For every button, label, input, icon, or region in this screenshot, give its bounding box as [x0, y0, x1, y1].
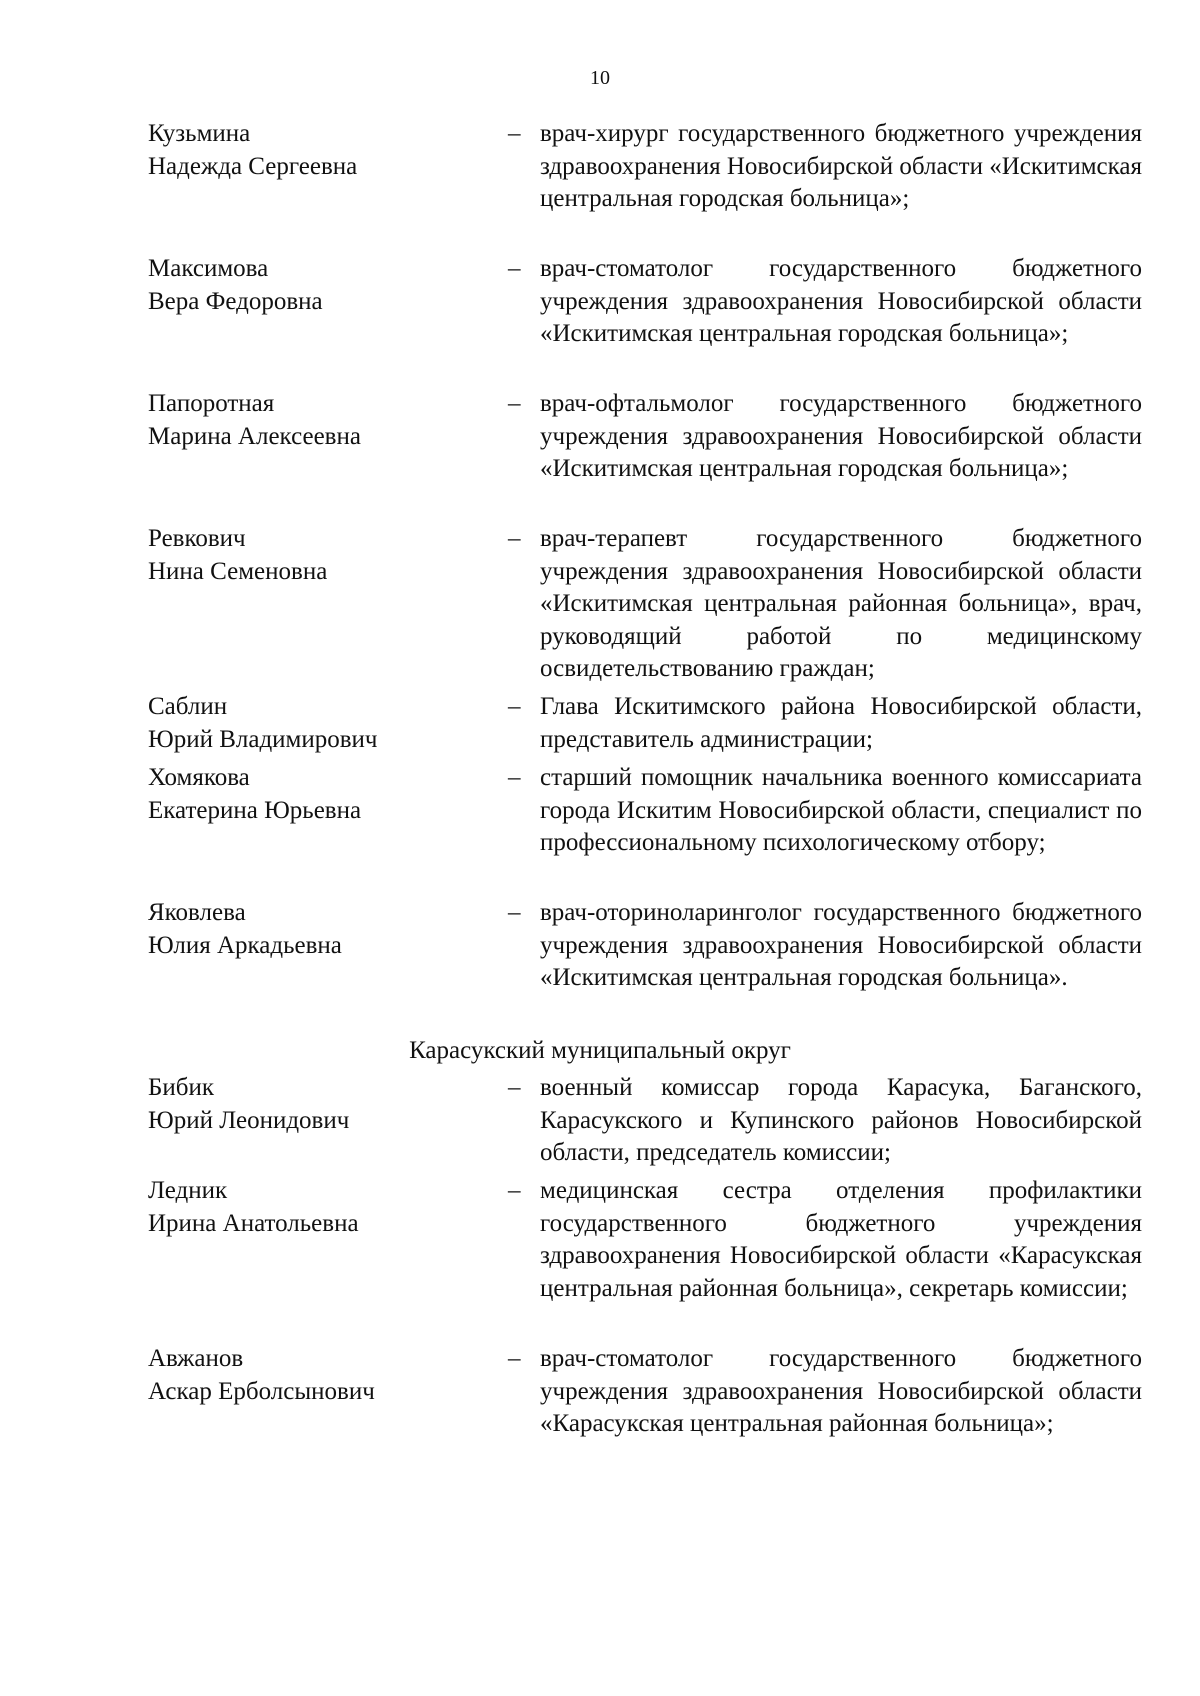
member-surname: Яковлева: [148, 899, 246, 926]
section-heading: Карасукский муниципальный округ: [409, 1037, 791, 1064]
member-name: [148, 388, 488, 453]
member-entry: [148, 118, 1142, 246]
member-role: медицинская сестра отделения профилактики государственного бюджетного учреждения здравоохранения Новосибирской области «Карасукская центральная районная больница», секретарь комиссии;: [540, 1177, 1142, 1302]
member-name: [148, 897, 488, 962]
member-role: врач-стоматолог государственного бюджетного учреждения здравоохранения Новосибирской области «Карасукская центральная районная больница»;: [540, 1345, 1142, 1437]
member-given-name: Юрий Владимирович: [148, 725, 378, 753]
member-entry: [148, 1343, 1142, 1471]
member-name: [148, 523, 488, 588]
member-name: [148, 1343, 488, 1408]
member-surname: Ревкович: [148, 525, 246, 552]
dash: –: [508, 764, 521, 791]
member-surname: Хомякова: [148, 764, 250, 791]
member-role: врач-оториноларинголог государственного бюджетного учреждения здравоохранения Новосибирской области «Искитимская центральная городская больница».: [540, 899, 1142, 991]
member-role: врач-хирург государственного бюджетного учреждения здравоохранения Новосибирской области «Искитимская центральная городская больница»;: [540, 120, 1142, 212]
member-name: [148, 762, 488, 827]
member-name: [148, 118, 488, 183]
member-entry: [148, 762, 1142, 890]
member-surname: Бибик: [148, 1074, 214, 1101]
member-role: старший помощник начальника военного комиссариата города Искитим Новосибирской области, специалист по профессиональному психологическому отбору;: [540, 764, 1142, 856]
dash: –: [508, 525, 521, 552]
dash: –: [508, 1345, 521, 1372]
member-surname: Саблин: [148, 693, 228, 720]
member-surname: Ледник: [148, 1177, 228, 1204]
member-name: [148, 253, 488, 318]
dash: –: [508, 255, 521, 282]
member-role: Глава Искитимского района Новосибирской области, представитель администрации;: [540, 693, 1142, 753]
dash: –: [508, 390, 521, 417]
member-surname: Кузьмина: [148, 120, 251, 147]
member-given-name: Нина Семеновна: [148, 557, 328, 585]
member-given-name: Марина Алексеевна: [148, 422, 361, 450]
member-given-name: Юрий Леонидович: [148, 1106, 350, 1134]
member-given-name: Вера Федоровна: [148, 287, 323, 315]
member-entry: [148, 1175, 1142, 1338]
member-given-name: Екатерина Юрьевна: [148, 796, 362, 824]
member-name: [148, 691, 488, 756]
member-entry: [148, 897, 1142, 1025]
member-surname: Максимова: [148, 255, 269, 282]
member-entry: [148, 253, 1142, 381]
dash: –: [508, 693, 521, 720]
member-given-name: Аскар Ерболсынович: [148, 1377, 375, 1405]
member-entry: [148, 388, 1142, 516]
member-role: врач-офтальмолог государственного бюджетного учреждения здравоохранения Новосибирской области «Искитимская центральная городская больница»;: [540, 390, 1142, 482]
member-role: врач-терапевт государственного бюджетного учреждения здравоохранения Новосибирской области «Искитимская центральная районная больница», врач, руководящий работой по медицинскому освидетельствованию граждан;: [540, 525, 1142, 682]
dash: –: [508, 1074, 521, 1101]
member-role: военный комиссар города Карасука, Баганского, Карасукского и Купинского районов Новосибирской области, председатель комиссии;: [540, 1074, 1142, 1166]
member-name: [148, 1072, 488, 1137]
member-entry: [148, 523, 1142, 686]
member-given-name: Надежда Сергеевна: [148, 152, 358, 180]
member-given-name: Ирина Анатольевна: [148, 1209, 359, 1237]
dash: –: [508, 120, 521, 147]
page-number: 10: [590, 67, 610, 89]
member-surname: Папоротная: [148, 390, 275, 417]
member-name: [148, 1175, 488, 1240]
member-entry: [148, 1072, 1142, 1170]
dash: –: [508, 899, 521, 926]
member-role: врач-стоматолог государственного бюджетного учреждения здравоохранения Новосибирской области «Искитимская центральная городская больница»;: [540, 255, 1142, 347]
member-surname: Авжанов: [148, 1345, 244, 1372]
member-entry: [148, 691, 1142, 756]
member-given-name: Юлия Аркадьевна: [148, 931, 342, 959]
dash: –: [508, 1177, 521, 1204]
